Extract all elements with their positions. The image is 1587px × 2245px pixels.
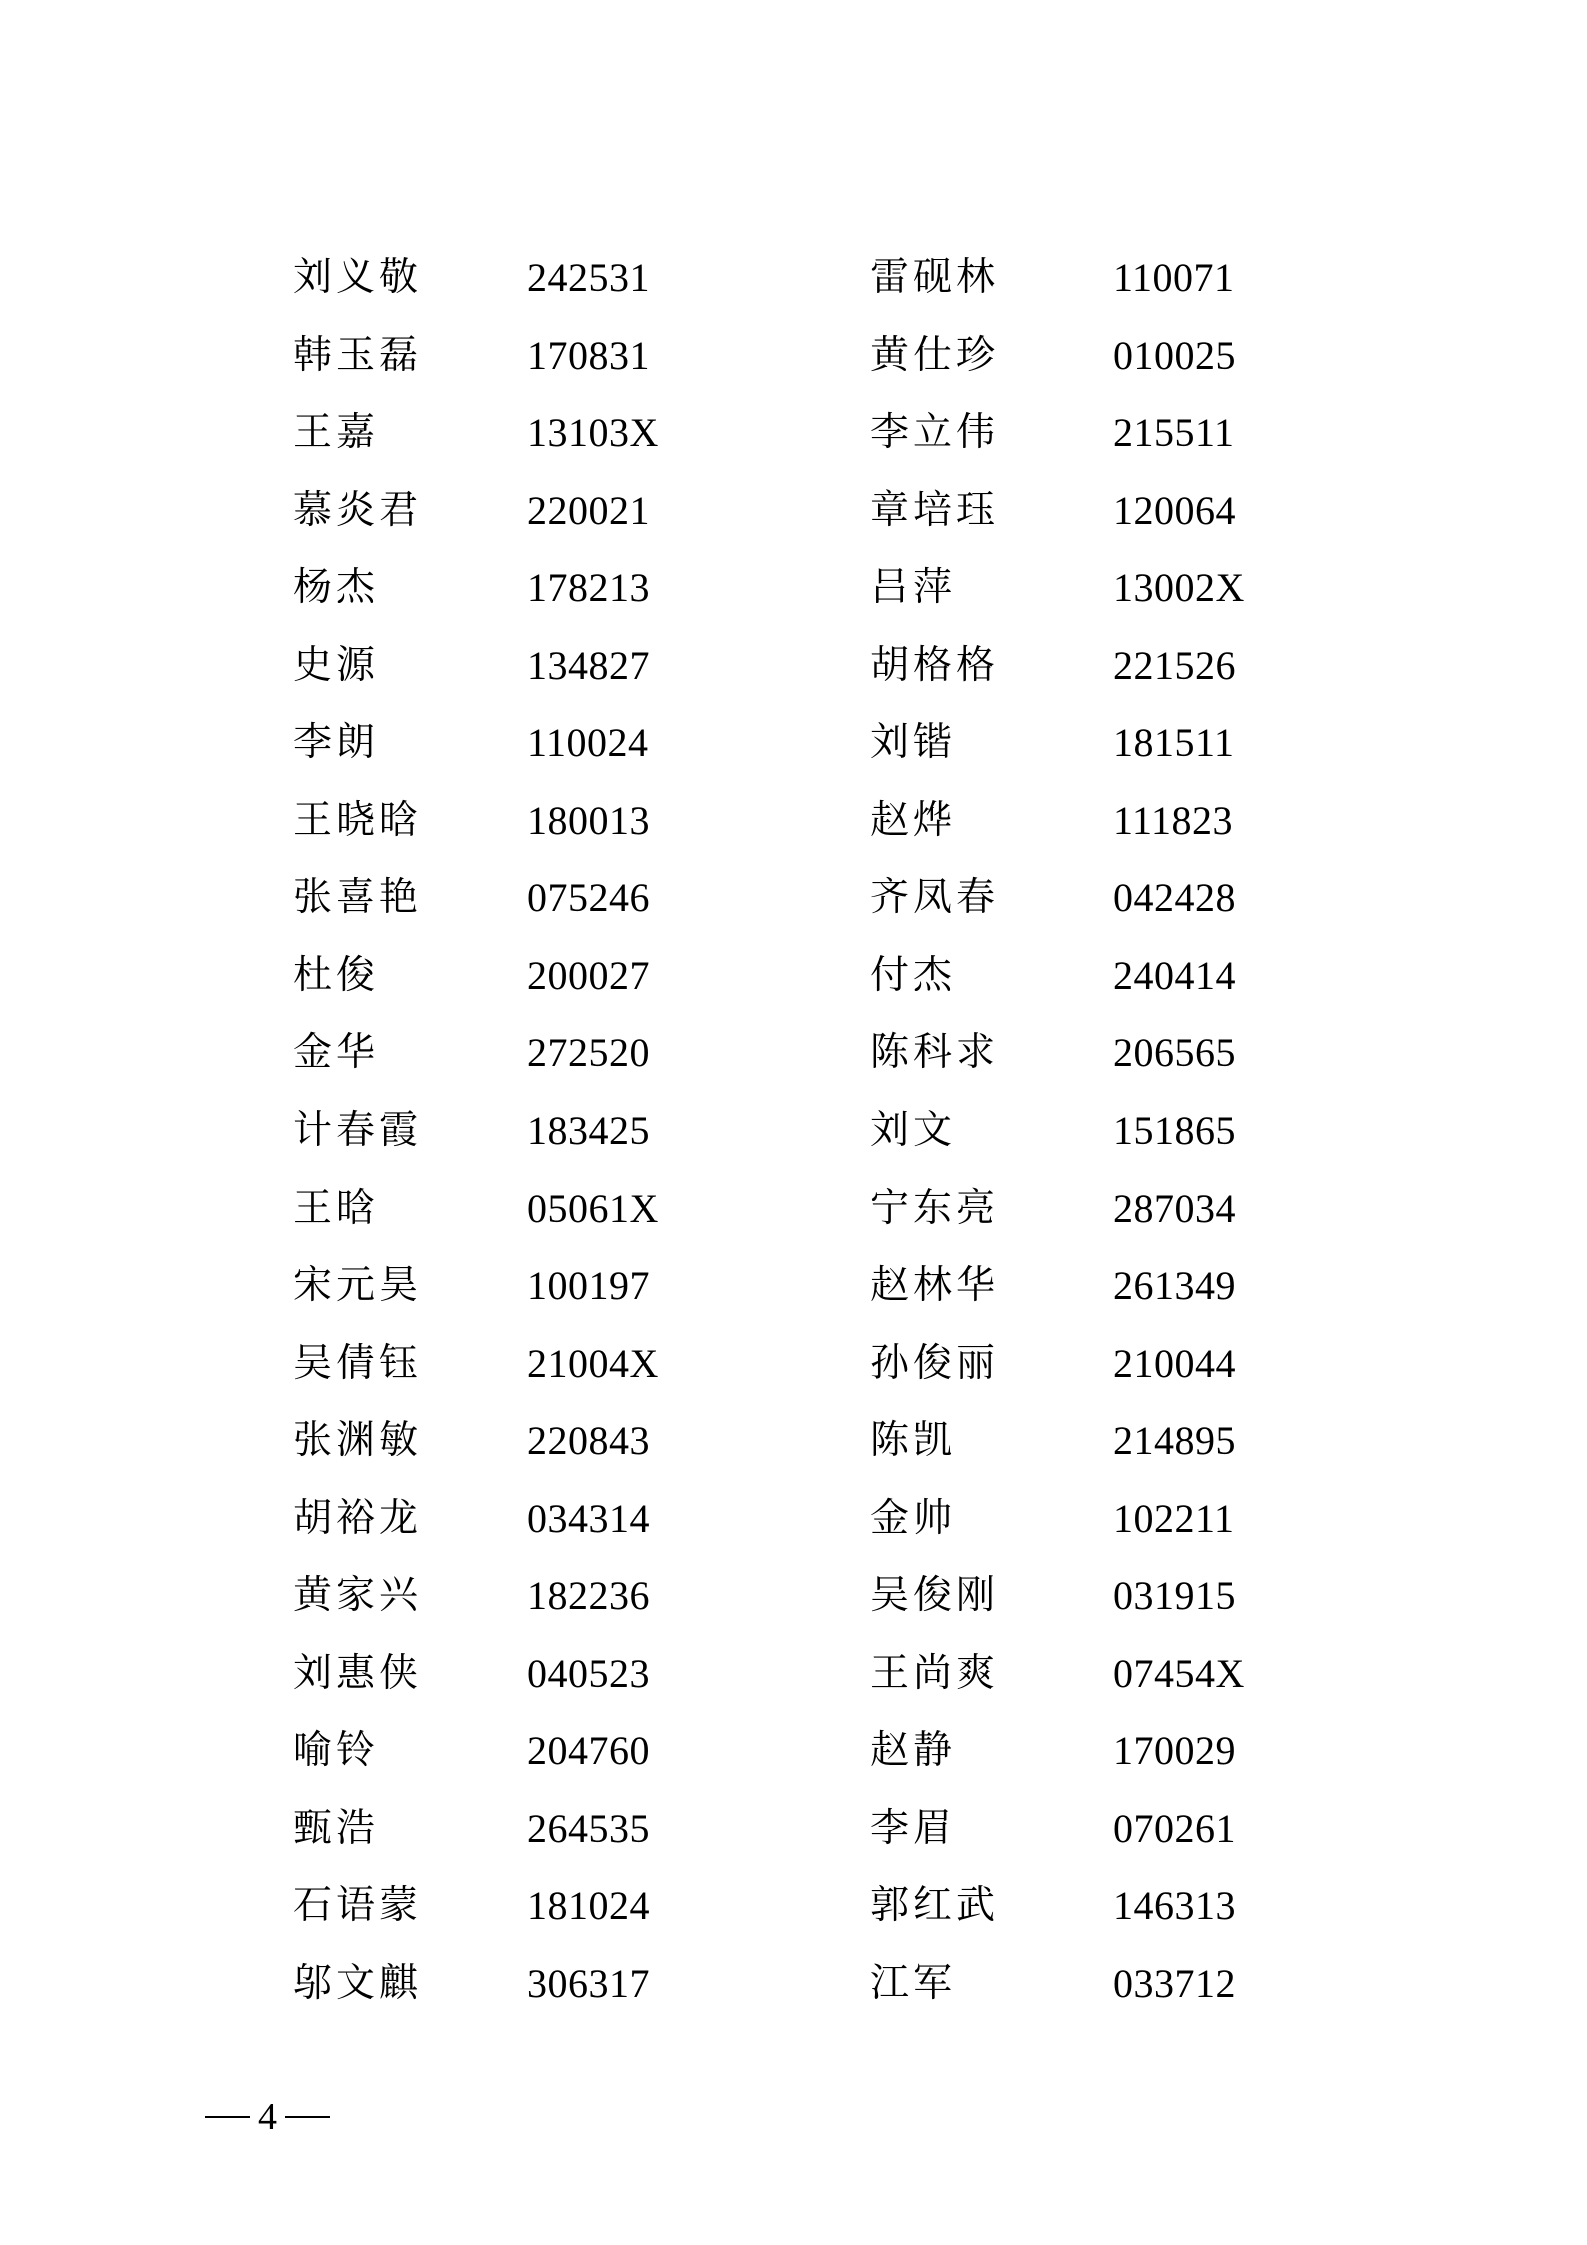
right-id: 210044 xyxy=(1113,1340,1236,1386)
right-name: 章培珏 xyxy=(870,487,1000,533)
right-id: 287034 xyxy=(1113,1185,1236,1231)
left-name: 慕炎君 xyxy=(293,487,423,533)
footer-dash-left xyxy=(205,2116,250,2118)
left-id: 306317 xyxy=(527,1961,650,2007)
list-row xyxy=(0,481,1587,559)
list-row xyxy=(0,1876,1587,1954)
left-id: 110024 xyxy=(527,720,649,766)
right-id: 151865 xyxy=(1113,1108,1236,1154)
left-name: 张渊敏 xyxy=(293,1418,423,1464)
left-name: 杨杰 xyxy=(293,565,380,611)
right-name: 李眉 xyxy=(870,1805,957,1851)
right-name: 刘锴 xyxy=(870,720,957,766)
right-name: 吕萍 xyxy=(870,565,957,611)
list-row xyxy=(0,1566,1587,1644)
right-name: 金帅 xyxy=(870,1495,957,1541)
right-name: 齐凤春 xyxy=(870,875,1000,921)
left-id: 272520 xyxy=(527,1030,650,1076)
list-row xyxy=(0,713,1587,791)
list-row xyxy=(0,1256,1587,1334)
left-id: 170831 xyxy=(527,332,650,378)
right-name: 刘文 xyxy=(870,1108,957,1154)
left-id: 181024 xyxy=(527,1883,650,1929)
left-name: 王嘉 xyxy=(293,410,380,456)
right-name: 赵静 xyxy=(870,1728,957,1774)
right-id: 13002X xyxy=(1113,565,1245,611)
left-id: 183425 xyxy=(527,1108,650,1154)
left-name: 李朗 xyxy=(293,720,380,766)
right-id: 120064 xyxy=(1113,487,1236,533)
left-id: 178213 xyxy=(527,565,650,611)
left-id: 180013 xyxy=(527,797,650,843)
left-id: 200027 xyxy=(527,952,650,998)
list-row xyxy=(0,1489,1587,1567)
right-name: 黄仕珍 xyxy=(870,332,1000,378)
right-id: 214895 xyxy=(1113,1418,1236,1464)
list-row xyxy=(0,636,1587,714)
left-id: 034314 xyxy=(527,1495,650,1541)
right-id: 170029 xyxy=(1113,1728,1236,1774)
list-row xyxy=(0,1644,1587,1722)
name-list xyxy=(0,248,1587,2032)
list-row xyxy=(0,1411,1587,1489)
left-id: 204760 xyxy=(527,1728,650,1774)
right-name: 陈凯 xyxy=(870,1418,957,1464)
left-id: 220843 xyxy=(527,1418,650,1464)
list-row xyxy=(0,1101,1587,1179)
left-name: 邬文麒 xyxy=(293,1961,423,2007)
left-name: 宋元昊 xyxy=(293,1263,423,1309)
right-id: 181511 xyxy=(1113,720,1235,766)
left-id: 242531 xyxy=(527,255,650,300)
right-name: 郭红武 xyxy=(870,1883,1000,1929)
list-row xyxy=(0,1334,1587,1412)
page-footer xyxy=(205,2095,330,2139)
right-name: 李立伟 xyxy=(870,410,1000,456)
list-row xyxy=(0,1721,1587,1799)
left-name: 石语蒙 xyxy=(293,1883,423,1929)
left-name: 吴倩钰 xyxy=(293,1340,423,1386)
right-id: 146313 xyxy=(1113,1883,1236,1929)
right-name: 江军 xyxy=(870,1961,957,2007)
left-id: 100197 xyxy=(527,1263,650,1309)
right-id: 070261 xyxy=(1113,1805,1236,1851)
right-id: 110071 xyxy=(1113,255,1235,300)
left-name: 刘义敬 xyxy=(293,255,423,300)
left-id: 21004X xyxy=(527,1340,659,1386)
left-name: 杜俊 xyxy=(293,952,380,998)
list-row xyxy=(0,868,1587,946)
right-id: 010025 xyxy=(1113,332,1236,378)
left-name: 金华 xyxy=(293,1030,380,1076)
right-id: 042428 xyxy=(1113,875,1236,921)
left-name: 韩玉磊 xyxy=(293,332,423,378)
left-name: 王晓晗 xyxy=(293,797,423,843)
right-id: 031915 xyxy=(1113,1573,1236,1619)
left-name: 王晗 xyxy=(293,1185,380,1231)
right-name: 陈科求 xyxy=(870,1030,1000,1076)
right-id: 240414 xyxy=(1113,952,1236,998)
list-row xyxy=(0,1954,1587,2032)
right-id: 261349 xyxy=(1113,1263,1236,1309)
list-row xyxy=(0,326,1587,404)
left-id: 05061X xyxy=(527,1185,659,1231)
left-name: 黄家兴 xyxy=(293,1573,423,1619)
right-name: 赵林华 xyxy=(870,1263,1000,1309)
page-number: 4 xyxy=(258,2096,277,2138)
right-id: 206565 xyxy=(1113,1030,1236,1076)
right-name: 胡格格 xyxy=(870,642,1000,688)
left-name: 胡裕龙 xyxy=(293,1495,423,1541)
left-id: 13103X xyxy=(527,410,659,456)
list-row xyxy=(0,403,1587,481)
left-name: 史源 xyxy=(293,642,380,688)
right-id: 07454X xyxy=(1113,1650,1245,1696)
right-name: 宁东亮 xyxy=(870,1185,1000,1231)
right-name: 付杰 xyxy=(870,952,957,998)
list-row xyxy=(0,1799,1587,1877)
right-name: 赵烨 xyxy=(870,797,957,843)
left-id: 075246 xyxy=(527,875,650,921)
list-row xyxy=(0,1023,1587,1101)
left-name: 计春霞 xyxy=(293,1108,423,1154)
right-id: 221526 xyxy=(1113,642,1236,688)
right-id: 033712 xyxy=(1113,1961,1236,2007)
left-name: 张喜艳 xyxy=(293,875,423,921)
left-name: 喻铃 xyxy=(293,1728,380,1774)
right-id: 102211 xyxy=(1113,1495,1235,1541)
list-row xyxy=(0,248,1587,326)
list-row xyxy=(0,1179,1587,1257)
right-name: 雷砚林 xyxy=(870,255,1000,300)
right-id: 111823 xyxy=(1113,797,1234,843)
left-id: 040523 xyxy=(527,1650,650,1696)
left-id: 264535 xyxy=(527,1805,650,1851)
list-row xyxy=(0,946,1587,1024)
left-name: 刘惠侠 xyxy=(293,1650,423,1696)
right-name: 孙俊丽 xyxy=(870,1340,1000,1386)
right-name: 吴俊刚 xyxy=(870,1573,1000,1619)
right-id: 215511 xyxy=(1113,410,1235,456)
left-id: 134827 xyxy=(527,642,650,688)
list-row xyxy=(0,558,1587,636)
list-row xyxy=(0,791,1587,869)
footer-dash-right xyxy=(285,2116,330,2118)
left-id: 182236 xyxy=(527,1573,650,1619)
left-id: 220021 xyxy=(527,487,650,533)
left-name: 甄浩 xyxy=(293,1805,380,1851)
right-name: 王尚爽 xyxy=(870,1650,1000,1696)
